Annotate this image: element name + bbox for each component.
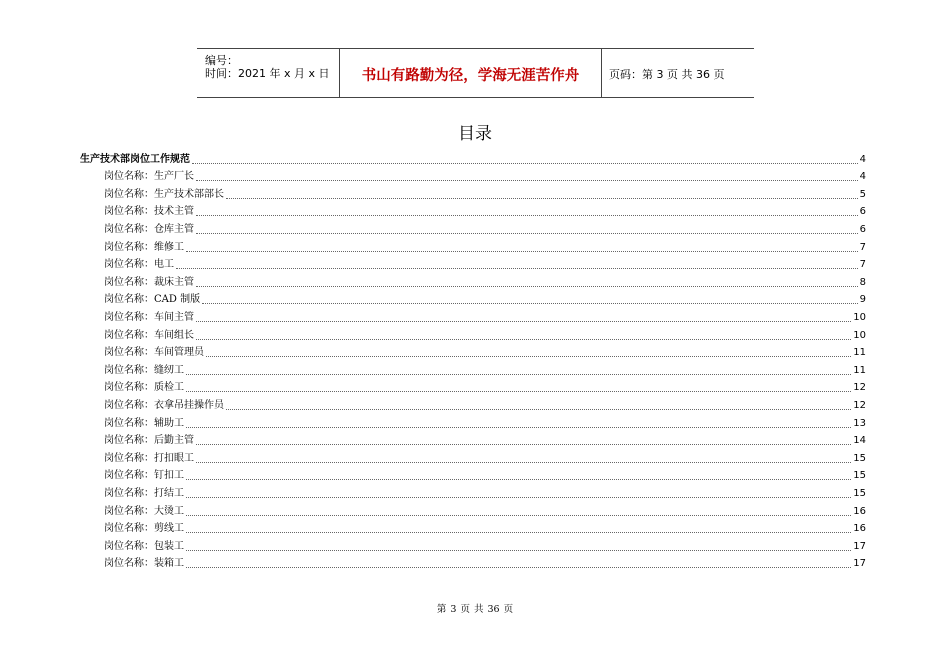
toc-entry-label: 岗位名称：质检工 (104, 382, 184, 394)
toc-entry[interactable] (104, 465, 866, 483)
header-info-cell (197, 49, 339, 97)
toc-entry[interactable] (104, 430, 866, 448)
toc-dot-leader (186, 478, 851, 480)
toc-entry-label: 岗位名称：裁床主管 (104, 276, 194, 288)
header-motto-cell (339, 49, 602, 97)
toc-dot-leader (196, 179, 858, 181)
toc-entry[interactable] (80, 148, 866, 166)
toc-entry-page: 11 (853, 364, 866, 376)
number-label: 编号： (205, 54, 238, 67)
toc-entry[interactable] (104, 553, 866, 571)
toc-dot-leader (196, 443, 851, 445)
document-header (197, 48, 754, 98)
toc-entry-label: 岗位名称：生产厂长 (104, 171, 194, 183)
motto-text: 书山有路勤为径，学海无涯苦作舟 (361, 68, 580, 84)
toc-entry-label: 岗位名称：打结工 (104, 487, 184, 499)
toc-entry[interactable] (104, 201, 866, 219)
toc-dot-leader (196, 232, 858, 234)
toc-entry-page: 16 (853, 523, 866, 535)
toc-entry[interactable] (104, 166, 866, 184)
toc-dot-leader (186, 496, 851, 498)
toc-entry-page: 4 (859, 153, 866, 165)
page-footer: 第 3 页 共 36 页 (436, 604, 514, 615)
toc-entry-page: 5 (859, 188, 866, 200)
toc-entry-page: 17 (853, 558, 866, 570)
toc-entry-page: 15 (853, 487, 866, 499)
toc-entry-label: 岗位名称：辅助工 (104, 417, 184, 429)
toc-entry-label: 岗位名称：车间组长 (104, 329, 194, 341)
toc-entry-page: 11 (853, 347, 866, 359)
toc-dot-leader (192, 162, 858, 164)
time-label: 时间：2021 年 x 月 x 日 (205, 67, 330, 80)
toc-dot-leader (186, 390, 851, 392)
toc-entry-label: 岗位名称：衣拿吊挂操作员 (104, 399, 224, 411)
toc-entry-page: 15 (853, 470, 866, 482)
toc-entry-label: 生产技术部岗位工作规范 (80, 153, 190, 165)
toc-dot-leader (186, 566, 851, 568)
toc-entry-label: 岗位名称：生产技术部部长 (104, 188, 224, 200)
toc-entry[interactable] (104, 306, 866, 324)
toc-entry[interactable] (104, 535, 866, 553)
toc-entry-label: 岗位名称：大烫工 (104, 505, 184, 517)
toc-entry-label: 岗位名称：维修工 (104, 241, 184, 253)
toc-dot-leader (186, 549, 851, 551)
toc-entry[interactable] (104, 324, 866, 342)
toc-entry-page: 12 (853, 399, 866, 411)
toc-entry-label: 岗位名称：车间管理员 (104, 347, 204, 359)
page-code: 页码：第 3 页 共 36 页 (609, 68, 725, 81)
toc-entry-label: 岗位名称：技术主管 (104, 206, 194, 218)
toc-entry[interactable] (104, 236, 866, 254)
toc-entry-label: 岗位名称：缝纫工 (104, 364, 184, 376)
toc-entry-page: 14 (853, 435, 866, 447)
toc-entry[interactable] (104, 289, 866, 307)
toc-entry-label: 岗位名称：包装工 (104, 540, 184, 552)
toc-entry-page: 7 (859, 259, 866, 271)
toc-entry[interactable] (104, 447, 866, 465)
toc-dot-leader (186, 426, 851, 428)
toc-entry[interactable] (104, 183, 866, 201)
toc-entry[interactable] (104, 218, 866, 236)
toc-entry-label: 岗位名称：车间主管 (104, 311, 194, 323)
toc-entry[interactable] (104, 500, 866, 518)
toc-entry-label: 岗位名称：打扣眼工 (104, 452, 194, 464)
toc-entry[interactable] (104, 271, 866, 289)
toc-dot-leader (196, 338, 851, 340)
toc-dot-leader (186, 250, 858, 252)
toc-dot-leader (176, 267, 858, 269)
toc-entry-label: 岗位名称：仓库主管 (104, 223, 194, 235)
toc-entry[interactable] (104, 518, 866, 536)
toc-entry-page: 8 (859, 276, 866, 288)
toc-entry-label: 岗位名称：CAD 制版 (104, 294, 201, 306)
toc-entry-page: 12 (853, 382, 866, 394)
toc-entry[interactable] (104, 377, 866, 395)
toc-entry-page: 10 (853, 329, 866, 341)
toc-entry-label: 岗位名称：后勤主管 (104, 435, 194, 447)
toc-entry[interactable] (104, 254, 866, 272)
toc-entry-page: 15 (853, 452, 866, 464)
toc-dot-leader (186, 531, 851, 533)
toc-entry[interactable] (104, 412, 866, 430)
header-page-cell (601, 49, 754, 97)
toc-dot-leader (186, 514, 851, 516)
toc-dot-leader (196, 214, 858, 216)
toc-entry-label: 岗位名称：装箱工 (104, 558, 184, 570)
toc-dot-leader (226, 197, 858, 199)
toc-entry[interactable] (104, 359, 866, 377)
toc-entry-page: 13 (853, 417, 866, 429)
toc-entry-label: 岗位名称：电工 (104, 259, 174, 271)
toc-dot-leader (196, 285, 858, 287)
toc-entry-page: 16 (853, 505, 866, 517)
toc-entry[interactable] (104, 394, 866, 412)
toc-entry-page: 4 (859, 171, 866, 183)
toc-entry[interactable] (104, 342, 866, 360)
toc-entry-page: 10 (853, 311, 866, 323)
toc-dot-leader (196, 320, 851, 322)
toc-entry-page: 6 (859, 206, 866, 218)
toc-entry-page: 7 (859, 241, 866, 253)
toc-dot-leader (186, 373, 851, 375)
toc-dot-leader (196, 461, 851, 463)
toc-entry-label: 岗位名称：剪线工 (104, 523, 184, 535)
toc-entry-page: 6 (859, 223, 866, 235)
toc-dot-leader (206, 355, 851, 357)
toc-entry-page: 17 (853, 540, 866, 552)
toc-dot-leader (226, 408, 851, 410)
toc-entry-page: 9 (859, 294, 866, 306)
toc-dot-leader (202, 302, 858, 304)
toc-title: 目录 (458, 124, 492, 144)
toc-entry[interactable] (104, 482, 866, 500)
toc-entry-label: 岗位名称：钉扣工 (104, 470, 184, 482)
